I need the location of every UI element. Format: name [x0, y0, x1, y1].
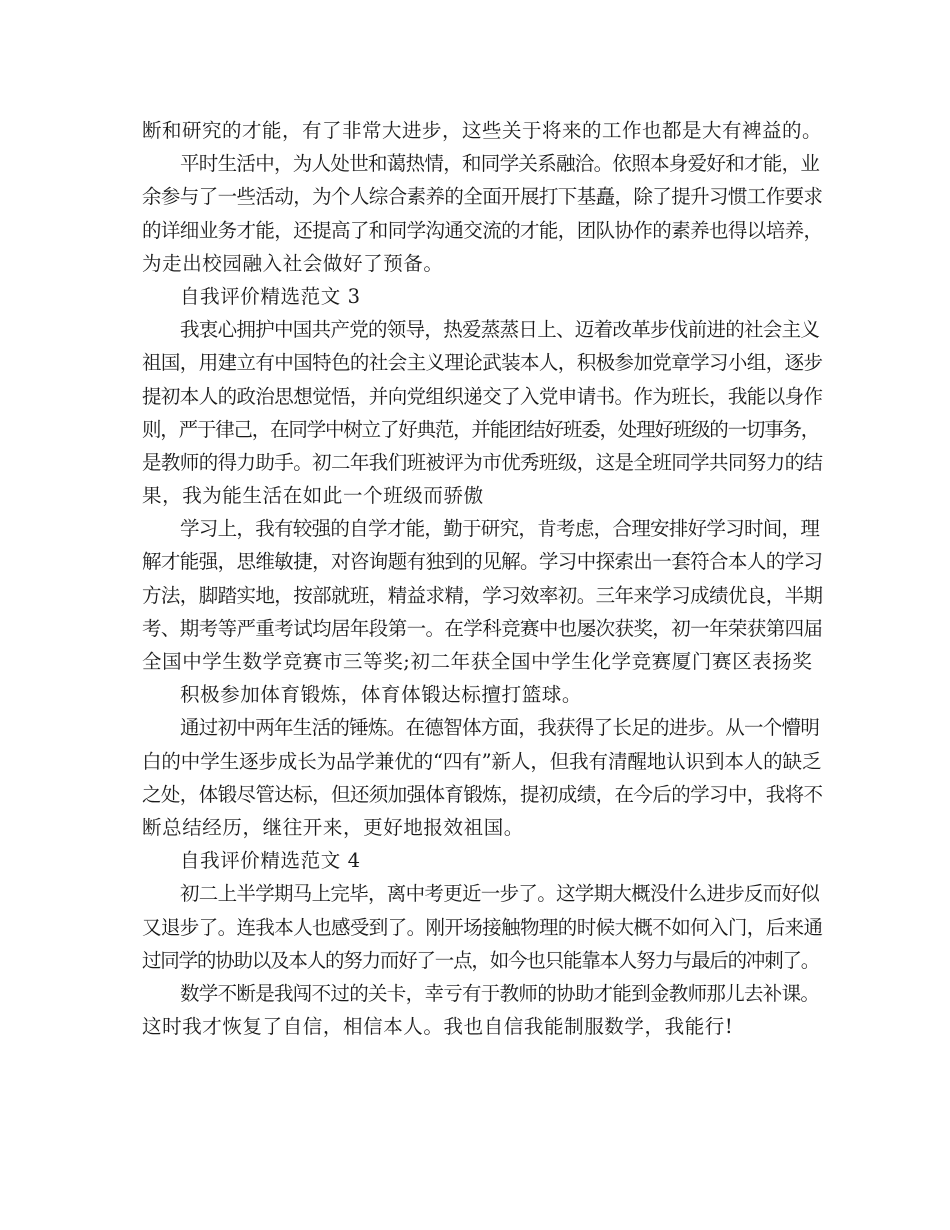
text-line: 则，严于律己，在同学中树立了好典范，并能团结好班委，处理好班级的一切事务， — [142, 417, 820, 441]
text-line: 考、期考等严重考试均居年段第一。在学科竞赛中也屡次获奖，初一年荣获第四届 — [142, 616, 823, 640]
text-line: 数学不断是我闯不过的关卡，幸亏有于教师的协助才能到金教师那儿去补课。 — [180, 981, 820, 1005]
text-line: 全国中学生数学竞赛市三等奖;初二年获全国中学生化学竞赛厦门赛区表扬奖 — [142, 650, 813, 673]
text-line: 学习上，我有较强的自学才能，勤于研究，肯考虑，合理安排好学习时间，理 — [180, 517, 820, 541]
text-line: 之处，体锻尽管达标，但还须加强体育锻炼，提初成绩，在今后的学习中，我将不 — [142, 782, 823, 806]
text-line: 果，我为能生活在如此一个班级而骄傲 — [142, 484, 484, 508]
text-line: 我衷心拥护中国共产党的领导，热爱蒸蒸日上、迈着改革步伐前进的社会主义 — [180, 318, 820, 342]
text-line: 又退步了。连我本人也感受到了。刚开场接触物理的时候大概不如何入门，后来通 — [142, 915, 823, 939]
text-line: 的详细业务才能，还提高了和同学沟通交流的才能，团队协作的素养也得以培养， — [142, 218, 823, 242]
text-line: 过同学的协助以及本人的努力而好了一点，如今也只能靠本人努力与最后的冲刺了。 — [142, 948, 820, 972]
document-body — [142, 114, 822, 1043]
text-line: 自我评价精选范文 4 — [180, 849, 361, 873]
text-line: 提初本人的政治思想觉悟，并向党组织递交了入党申请书。作为班长，我能以身作 — [142, 384, 823, 408]
text-line: 祖国，用建立有中国特色的社会主义理论武装本人，积极参加党章学习小组，逐步 — [142, 351, 823, 375]
text-line: 是教师的得力助手。初二年我们班被评为市优秀班级，这是全班同学共同努力的结 — [142, 450, 823, 474]
text-line: 解才能强，思维敏捷，对咨询题有独到的见解。学习中探索出一套符合本人的学习 — [142, 550, 823, 574]
text-line: 白的中学生逐步成长为品学兼优的“四有”新人，但我有清醒地认识到本人的缺乏 — [142, 749, 822, 773]
text-line: 为走出校园融入社会做好了预备。 — [142, 251, 444, 275]
text-line: 自我评价精选范文 3 — [180, 284, 361, 308]
text-line: 断和研究的才能，有了非常大进步，这些关于将来的工作也都是大有裨益的。 — [142, 119, 823, 142]
text-line: 余参与了一些活动，为个人综合素养的全面开展打下基矗，除了提升习惯工作要求 — [142, 185, 823, 209]
text-line: 通过初中两年生活的锤炼。在德智体方面，我获得了长足的进步。从一个懵明 — [180, 716, 820, 740]
text-line: 积极参加体育锻炼，体育体锻达标擅打篮球。 — [180, 683, 583, 707]
text-line: 初二上半学期马上完毕，离中考更近一步了。这学期大概没什么进步反而好似 — [180, 882, 820, 906]
text-line: 方法，脚踏实地，按部就班，精益求精，学习效率初。三年来学习成绩优良，半期 — [142, 583, 823, 607]
text-line: 这时我才恢复了自信，相信本人。我也自信我能制服数学，我能行! — [142, 1015, 734, 1039]
text-line: 断总结经历，继往开来，更好地报效祖国。 — [142, 815, 524, 839]
text-line: 平时生活中，为人处世和蔼热情，和同学关系融洽。依照本身爱好和才能，业 — [180, 152, 820, 176]
